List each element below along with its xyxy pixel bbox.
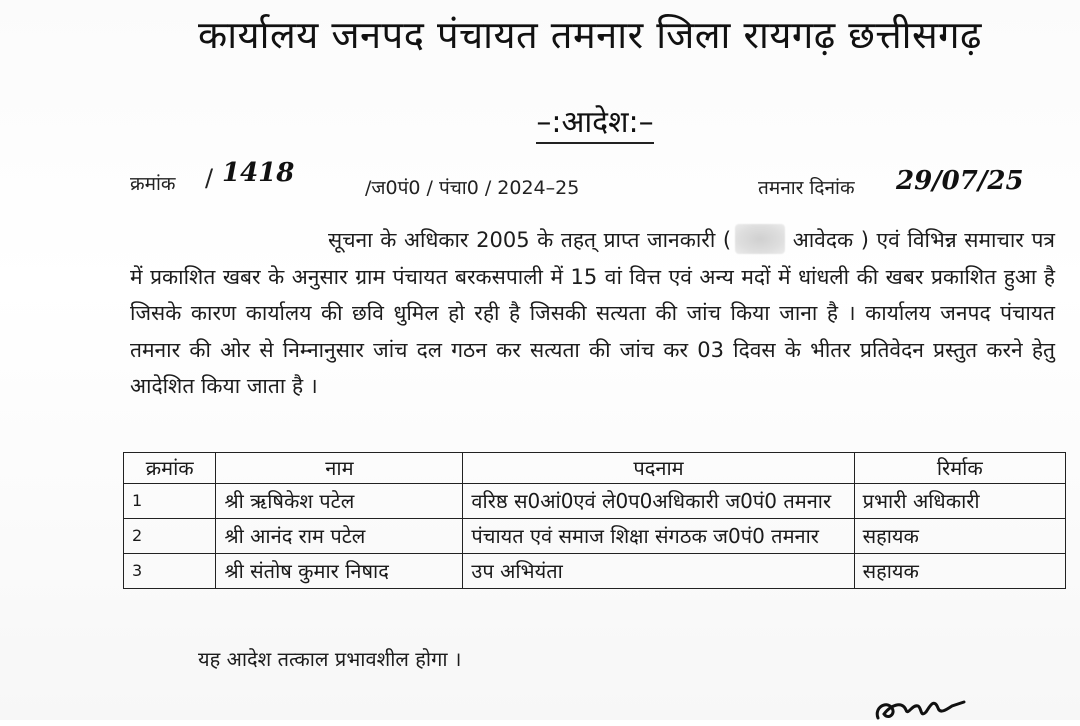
- signature-image: [868, 686, 988, 726]
- table-header-row: [124, 453, 1066, 484]
- cell-designation: उप अभियंता: [463, 554, 854, 589]
- date-handwritten: 29/07/25: [896, 166, 1024, 196]
- header-serial: क्रमांक: [124, 453, 216, 484]
- office-title: कार्यालय जनपद पंचायत तमनार जिला रायगढ़ छत्तीसगढ़: [198, 13, 982, 57]
- order-number-slash: /: [205, 164, 214, 192]
- order-number-handwritten: 1418: [222, 158, 295, 188]
- effective-note: यह आदेश तत्काल प्रभावशील होगा ।: [198, 647, 462, 671]
- table-row: [124, 554, 1066, 589]
- order-number-label: क्रमांक: [130, 173, 176, 195]
- body-lead: सूचना के अधिकार 2005 के तहत् प्राप्त जानकारी (: [328, 228, 732, 252]
- order-reference: /ज0पं0 / पंचा0 / 2024–25: [365, 177, 580, 199]
- cell-remark: सहायक: [854, 519, 1065, 554]
- header-remark: रिर्माक: [854, 453, 1065, 484]
- redacted-name: [735, 224, 785, 254]
- cell-serial: 3: [124, 554, 216, 589]
- cell-name: श्री संतोष कुमार निषाद: [216, 554, 463, 589]
- order-body: [130, 222, 1055, 405]
- cell-remark: प्रभारी अधिकारी: [854, 484, 1065, 519]
- table-row: [124, 519, 1066, 554]
- cell-name: श्री ऋषिकेश पटेल: [216, 484, 463, 519]
- cell-remark: सहायक: [854, 554, 1065, 589]
- date-label: तमनार दिनांक: [758, 177, 855, 199]
- body-text: आवेदक ) एवं विभिन्न समाचार पत्र में प्रकाशित खबर के अनुसार ग्राम पंचायत बरकसपाली में 15 वां वित्त एवं अन्य मदों में धांधली की खबर प्रकाशित हुआ है जिसके कारण कार्यालय की छवि धुमिल हो रही है जिसकी सत्यता की जांच किया जाना है । कार्यालय जनपद पंचायत तमनार की ओर से निम्नानुसार जांच दल गठन कर सत्यता की जांच कर 03 दिवस के भीतर प्रतिवेदन प्रस्तुत करने हेतु आदेशित किया जाता है ।: [130, 228, 1056, 398]
- cell-serial: 1: [124, 484, 216, 519]
- inquiry-team-table: [123, 452, 1066, 589]
- header-name: नाम: [216, 453, 463, 484]
- cell-designation: पंचायत एवं समाज शिक्षा संगठक ज0पं0 तमनार: [463, 519, 854, 554]
- order-heading: [0, 100, 1080, 141]
- header-designation: पदनाम: [463, 453, 854, 484]
- cell-serial: 2: [124, 519, 216, 554]
- order-heading-text: –:आदेश:–: [536, 105, 653, 144]
- cell-name: श्री आनंद राम पटेल: [216, 519, 463, 554]
- cell-designation: वरिष्ठ स0आं0एवं ले0प0अधिकारी ज0पं0 तमनार: [463, 484, 854, 519]
- table-row: [124, 484, 1066, 519]
